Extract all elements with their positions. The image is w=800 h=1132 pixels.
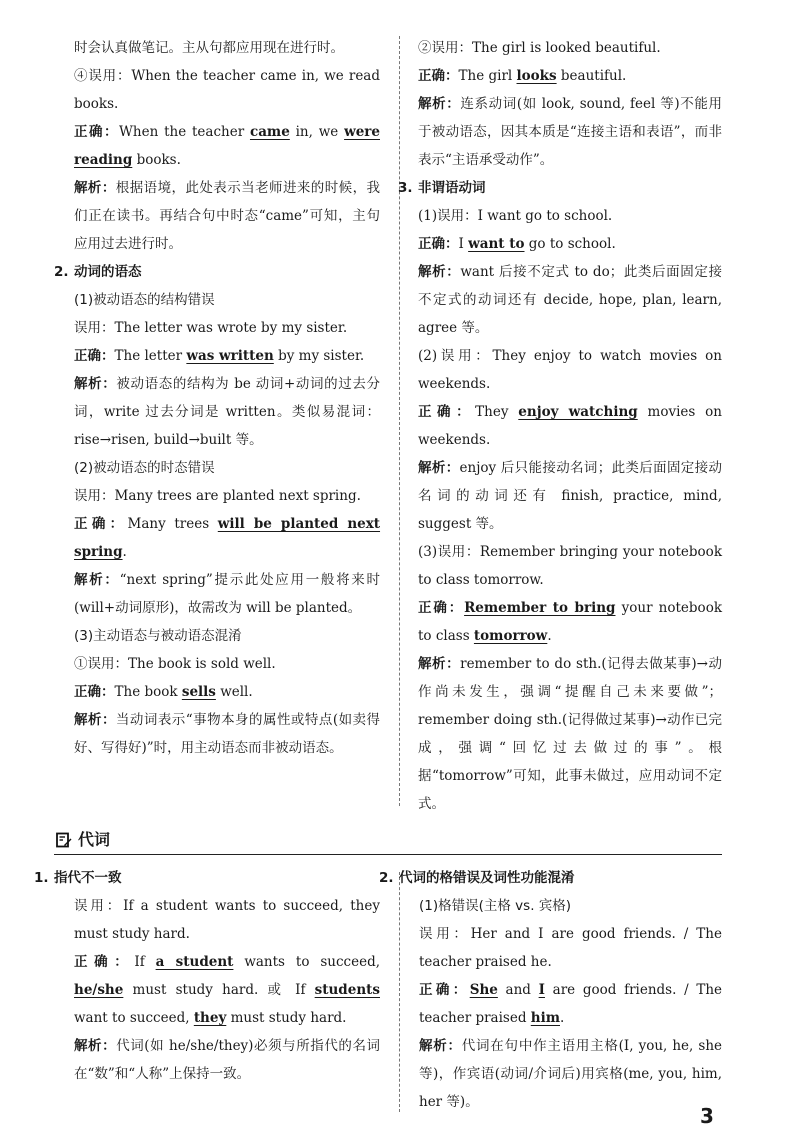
section-header-pronouns [54, 828, 722, 855]
pronoun-section-2-title: 2. 代词的格错误及词性功能混淆 [379, 870, 575, 886]
item4-correct: 正确：When the teacher came in, we were reading books. [74, 124, 380, 168]
sub1-title: (1)被动语态的结构错误 [74, 292, 215, 308]
n2-analysis: 解析：enjoy 后只能接动名词；此类后面固定接动名词的动词还有 finish, practice, mind, suggest 等。 [418, 460, 723, 532]
top-right-column [398, 34, 723, 818]
sub2-wrong: 误用：Many trees are planted next spring. [74, 488, 361, 504]
pronoun-1-analysis: 解析：代词(如 he/she/they)必须与所指代的名词在“数”和“人称”上保持一致。 [74, 1038, 381, 1082]
page-number: 3 [700, 1104, 714, 1128]
section-title: 代词 [78, 830, 111, 849]
pronoun-2-wrong: 误用：Her and I are good friends. / The teacher praised he. [419, 926, 722, 970]
n2-correct: 正确：They enjoy watching movies on weekends. [418, 404, 722, 448]
sub3-analysis: 解析：当动词表示“事物本身的属性或特点(如卖得好、写得好)”时，用主动语态而非被动语态。 [74, 712, 381, 756]
sub1-wrong: 误用：The letter was wrote by my sister. [74, 320, 348, 336]
bottom-right-column [379, 864, 723, 1116]
pronoun-2-analysis: 解析：代词在句中作主语用主格(I, you, he, she 等)，作宾语(动词/介词后)用宾格(me, you, him, her 等)。 [419, 1038, 723, 1110]
sub1-analysis: 解析：被动语态的结构为 be 动词+动词的过去分词，write 过去分词是 written。类似易混词：rise→risen, build→built 等。 [74, 376, 381, 448]
pronoun-1-correct: 正确：If a student wants to succeed, he/she must study hard. 或 If students want to succeed, they must study hard. [74, 954, 381, 1026]
column-divider-top [399, 36, 400, 806]
n1-analysis: 解析：want 后接不定式 to do；此类后面固定接不定式的动词还有 decide, hope, plan, learn, agree 等。 [418, 264, 723, 336]
pronoun-sub1-title: (1)格错误(主格 vs. 宾格) [419, 898, 572, 914]
n3-correct: 正确：Remember to bring your notebook to class tomorrow. [418, 600, 722, 644]
item2-analysis: 解析：连系动词(如 look, sound, feel 等)不能用于被动语态，因其本质是“连接主语和表语”，而非表示“主语承受动作”。 [418, 96, 723, 168]
item4-wrong: ④误用：When the teacher came in, we read books. [74, 68, 380, 112]
sub2-title: (2)被动语态的时态错误 [74, 460, 215, 476]
item2-wrong: ②误用：The girl is looked beautiful. [418, 40, 661, 56]
sub3-title: (3)主动语态与被动语态混淆 [74, 628, 242, 644]
item2-correct: 正确：The girl looks beautiful. [418, 68, 627, 84]
sub2-correct: 正确：Many trees will be planted next spring. [74, 516, 381, 560]
n1-correct: 正确：I want to go to school. [418, 236, 616, 252]
sub3-wrong: ①误用：The book is sold well. [74, 656, 276, 672]
n1-wrong: (1)误用：I want go to school. [418, 208, 613, 224]
pronoun-1-wrong: 误用：If a student wants to succeed, they must study hard. [74, 898, 380, 942]
top-left-column [54, 34, 381, 762]
pronoun-section-1-title: 1. 指代不一致 [34, 870, 122, 886]
n2-wrong: (2)误用：They enjoy to watch movies on weekends. [418, 348, 722, 392]
pencil-note-icon [56, 832, 72, 848]
pronoun-2-correct: 正确：She and I are good friends. / The teacher praised him. [419, 982, 723, 1026]
bottom-left-column [34, 864, 381, 1088]
section-2-title: 2. 动词的语态 [54, 264, 142, 280]
n3-wrong: (3)误用：Remember bringing your notebook to class tomorrow. [418, 544, 722, 588]
item4-analysis: 解析：根据语境，此处表示当老师进来的时候，我们正在读书。再结合句中时态“came”可知，主句应用过去进行时。 [74, 180, 381, 252]
sub3-correct: 正确：The book sells well. [74, 684, 253, 700]
sub1-correct: 正确：The letter was written by my sister. [74, 348, 365, 364]
section-3-title: 3. 非谓语动词 [398, 180, 486, 196]
n3-analysis: 解析：remember to do sth.(记得去做某事)→动作尚未发生，强调“提醒自己未来要做”；remember doing sth.(记得做过某事)→动作已完成，强调“回忆过去做过的事”。根据“tomorrow”可知，此事未做过，应用动词不定式。 [418, 656, 723, 812]
sub2-analysis: 解析：“next spring”提示此处应用一般将来时(will+动词原形)，故需改为 will be planted。 [74, 572, 381, 616]
continued-text: 时会认真做笔记。主从句都应用现在进行时。 [74, 40, 344, 56]
